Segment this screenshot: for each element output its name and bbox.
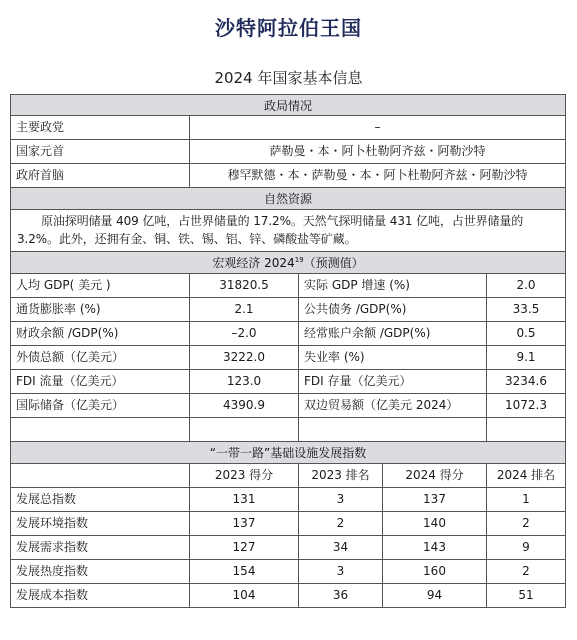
- table-row: [10, 512, 566, 536]
- column-header: 2024 得分: [383, 464, 487, 487]
- rank-2023: 34: [299, 536, 383, 559]
- indicator-label: 失业率 (%): [299, 346, 487, 369]
- index-label: 发展热度指数: [11, 560, 190, 583]
- table-row: [10, 140, 566, 164]
- indicator-value: 2.1: [190, 298, 299, 321]
- rank-2024: 1: [522, 492, 530, 506]
- table-row: [10, 394, 566, 418]
- table-row: [10, 274, 566, 298]
- indicator-value: 0.5: [516, 326, 536, 340]
- row-value: 穆罕默德・本・萨勒曼・本・阿卜杜勒阿齐兹・阿勒沙特: [227, 168, 528, 182]
- score-2023: 137: [190, 512, 299, 535]
- table-row: [10, 116, 566, 140]
- row-value: –: [374, 120, 381, 134]
- section-header-resources: 自然资源: [10, 188, 566, 210]
- table-row: [10, 346, 566, 370]
- section-header-political: 政局情况: [10, 94, 566, 116]
- rank-2023: 3: [299, 560, 383, 583]
- rank-2024: 9: [522, 540, 530, 554]
- score-2024: 140: [383, 512, 487, 535]
- score-2023: 154: [190, 560, 299, 583]
- footnote-marker: 19: [294, 256, 304, 264]
- score-2024: 143: [383, 536, 487, 559]
- row-label: 政府首脑: [11, 164, 190, 187]
- indicator-label: 外债总额（亿美元）: [11, 346, 190, 369]
- table-row: [10, 322, 566, 346]
- section-header-bri: “一带一路”基础设施发展指数: [10, 442, 566, 464]
- index-label: 发展总指数: [11, 488, 190, 511]
- indicator-label: FDI 流量（亿美元）: [11, 370, 190, 393]
- indicator-value: –2.0: [190, 322, 299, 345]
- table-row: [10, 488, 566, 512]
- indicator-label: 人均 GDP( 美元 ): [11, 274, 190, 297]
- rank-2023: 3: [299, 488, 383, 511]
- table-row: [10, 560, 566, 584]
- column-header: [11, 464, 190, 487]
- indicator-label: 国际储备（亿美元）: [11, 394, 190, 417]
- index-label: 发展环境指数: [11, 512, 190, 535]
- column-header: 2023 得分: [190, 464, 299, 487]
- table-row: [10, 536, 566, 560]
- table-row: [10, 298, 566, 322]
- index-label: 发展需求指数: [11, 536, 190, 559]
- indicator-label: FDI 存量（亿美元）: [299, 370, 487, 393]
- table-row: [10, 164, 566, 188]
- page-subtitle: 2024 年国家基本信息: [214, 69, 363, 87]
- score-2023: 104: [190, 584, 299, 607]
- column-header: 2023 排名: [299, 464, 383, 487]
- indicator-label: 实际 GDP 增速 (%): [299, 274, 487, 297]
- indicator-label: 经常账户余额 /GDP(%): [299, 322, 487, 345]
- index-label: 发展成本指数: [11, 584, 190, 607]
- indicator-label: 公共债务 /GDP(%): [299, 298, 487, 321]
- score-2024: 137: [383, 488, 487, 511]
- indicator-value: 33.5: [512, 302, 540, 316]
- rank-2024: 2: [522, 516, 530, 530]
- table-row-empty: [10, 418, 566, 442]
- indicator-value: 9.1: [516, 350, 536, 364]
- score-2023: 127: [190, 536, 299, 559]
- macro-header-text: 宏观经济 2024: [212, 256, 295, 270]
- rank-2024: 51: [518, 588, 534, 602]
- indicator-value: 1072.3: [505, 398, 547, 412]
- indicator-value: 3234.6: [505, 374, 547, 388]
- rank-2024: 2: [522, 564, 530, 578]
- empty-cell: [11, 418, 190, 441]
- indicator-value: 3222.0: [190, 346, 299, 369]
- indicator-value: 123.0: [190, 370, 299, 393]
- table-header-row: [10, 464, 566, 488]
- section-header-macro: [10, 252, 566, 274]
- indicator-value: 2.0: [516, 278, 536, 292]
- score-2024: 94: [383, 584, 487, 607]
- resources-text: 原油探明储量 409 亿吨，占世界储量的 17.2%。天然气探明储量 431 亿吨，占世界储量的 3.2%。此外，还拥有金、铜、铁、锡、铝、锌、磷酸盐等矿藏。: [10, 210, 566, 252]
- empty-cell: [190, 418, 299, 441]
- rank-2023: 2: [299, 512, 383, 535]
- row-value: 萨勒曼・本・阿卜杜勒阿齐兹・阿勒沙特: [269, 144, 486, 158]
- page-title: 沙特阿拉伯王国: [215, 16, 362, 40]
- indicator-value: 4390.9: [190, 394, 299, 417]
- indicator-value: 31820.5: [190, 274, 299, 297]
- macro-header-note: （预测值）: [303, 256, 364, 270]
- score-2024: 160: [383, 560, 487, 583]
- country-info-table: [10, 94, 566, 608]
- indicator-label: 财政余额 /GDP(%): [11, 322, 190, 345]
- empty-cell: [299, 418, 487, 441]
- empty-cell: [487, 418, 565, 441]
- table-row: [10, 584, 566, 608]
- table-row: [10, 370, 566, 394]
- indicator-label: 通货膨胀率 (%): [11, 298, 190, 321]
- row-label: 国家元首: [11, 140, 190, 163]
- rank-2023: 36: [299, 584, 383, 607]
- column-header: 2024 排名: [496, 468, 556, 482]
- indicator-label: 双边贸易额（亿美元 2024）: [299, 394, 487, 417]
- row-label: 主要政党: [11, 116, 190, 139]
- score-2023: 131: [190, 488, 299, 511]
